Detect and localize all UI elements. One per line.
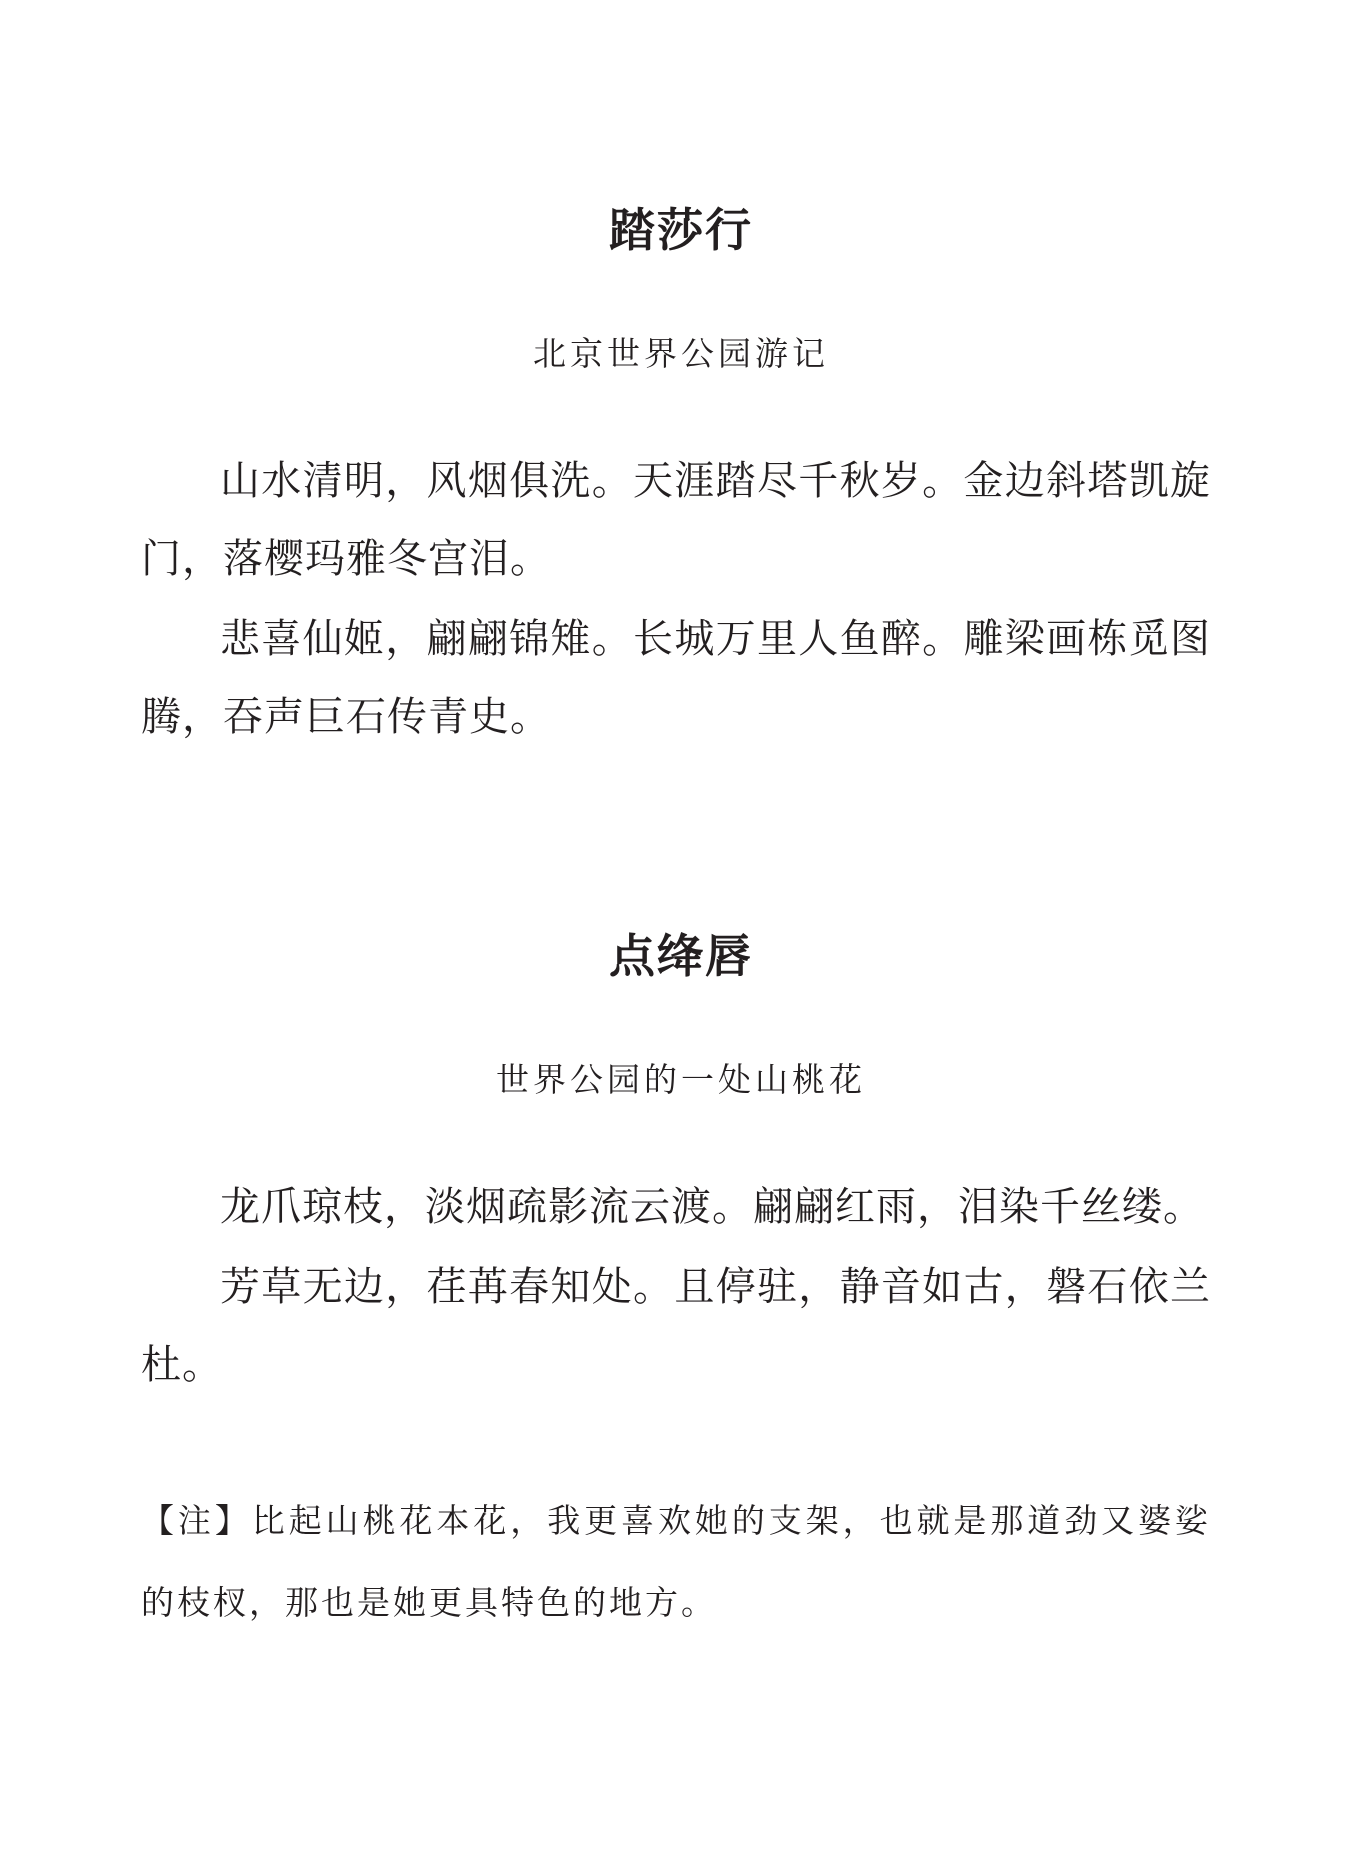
poem-2-stanza-2: 芳草无边，荏苒春知处。且停驻，静音如古，磐石依兰杜。 <box>141 1264 1211 1388</box>
poem-1-stanza-1: 山水清明，风烟俱洗。天涯踏尽千秋岁。金边斜塔凯旋门，落樱玛雅冬宫泪。 <box>141 458 1211 582</box>
poem-1-stanza-2: 悲喜仙姬，翩翩锦雉。长城万里人鱼醉。雕梁画栋觅图腾，吞声巨石传青史。 <box>141 616 1211 740</box>
poem-2-title: 点绛唇 <box>609 929 753 983</box>
poem-2-stanza-1: 龙爪琼枝，淡烟疏影流云渡。翩翩红雨，泪染千丝缕。 <box>220 1184 1204 1230</box>
poem-2-subtitle: 世界公园的一处山桃花 <box>496 1060 866 1099</box>
footnote: 【注】比起山桃花本花，我更喜欢她的支架，也就是那道劲又婆娑的枝杈，那也是她更具特色的地方。 <box>141 1501 1211 1622</box>
poem-1-title: 踏莎行 <box>609 203 753 257</box>
poem-1-subtitle: 北京世界公园游记 <box>533 334 829 373</box>
